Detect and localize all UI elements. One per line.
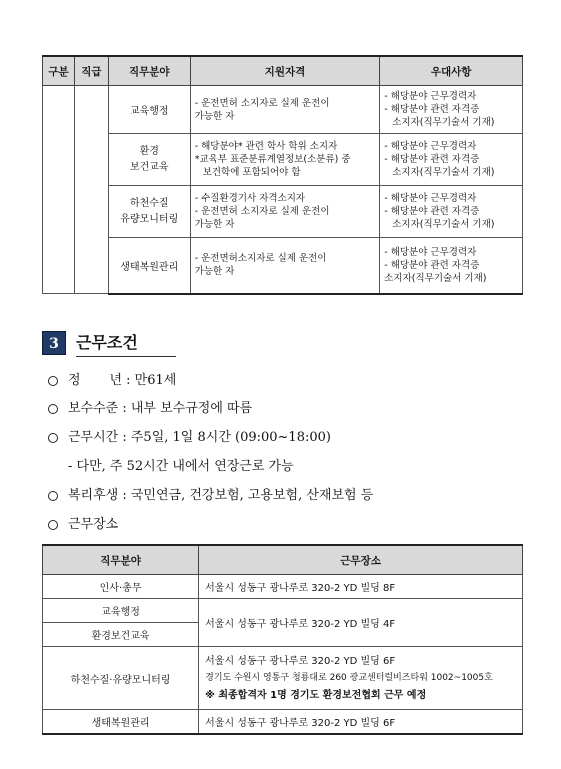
category-cell [43, 86, 75, 294]
field-cell: 하천수질 유량모니터링 [108, 186, 190, 238]
pref-line: - 해당분야 관련 자격증 [384, 154, 480, 165]
pref-line: - 해당분야 관련 자격증 [384, 206, 480, 217]
field-cell: 교육행정 [43, 599, 199, 623]
qualification-cell [190, 186, 380, 238]
table-row [43, 86, 523, 134]
qual-line: - 수질환경기사 자격소지자 [194, 193, 306, 204]
qual-line: - 운전면허 소지자로 실제 운전이 [194, 97, 330, 109]
table-header-row [43, 56, 523, 86]
header-qualification: 지원자격 [190, 56, 380, 86]
place-line: 경기도 수원시 영통구 청룡대로 260 광교센터럴비즈타워 1002~1005호 [205, 672, 493, 683]
pref-line: 소지자(직무기술서 기재) [392, 219, 495, 230]
table-row [43, 647, 523, 710]
place-cell: 서울시 성동구 광나루로 320-2 YD 빌딩 4F [199, 599, 523, 647]
pref-line: 소지자(직무기술서 기재) [392, 117, 495, 128]
header-category: 구분 [43, 56, 75, 86]
preference-cell [380, 186, 523, 238]
place-line: 서울시 성동구 광나루로 320-2 YD 빌딩 6F [205, 655, 396, 667]
workplace-table [42, 544, 523, 735]
list-item-benefits [48, 484, 373, 503]
list-item-retirement [48, 369, 176, 388]
qual-line: 가능한 자 [194, 266, 235, 278]
table-header-row [43, 545, 523, 575]
field-cell: 인사·총무 [43, 575, 199, 599]
qualification-cell [190, 86, 380, 134]
pref-line: - 해당분야 관련 자격증 [384, 104, 480, 115]
place-cell [199, 647, 523, 710]
circle-bullet-icon [48, 404, 58, 414]
list-item-hours [48, 426, 331, 445]
pref-line: - 해당분야 근무경력자 [384, 141, 477, 152]
list-item-workplace [48, 513, 118, 532]
qual-line: - 운전면허 소지자로 실제 운전이 [194, 206, 330, 217]
item-text: 근무장소 [68, 517, 119, 532]
header-field: 직무분야 [108, 56, 190, 86]
preference-cell [380, 238, 523, 294]
field-cell: 환경보건교육 [43, 623, 199, 647]
table-row [43, 186, 523, 238]
section-title: 근무조건 [76, 333, 138, 352]
item-text: 근무시간 : 주5일, 1일 8시간 (09:00~18:00) [68, 430, 331, 445]
item-text: 보수수준 : 내부 보수규정에 따름 [68, 401, 253, 416]
rank-cell [74, 86, 108, 294]
qualification-cell [190, 238, 380, 294]
pref-line: - 해당분야 근무경력자 [384, 246, 477, 258]
section-title-underline [76, 356, 176, 357]
item-text: 정 년 : 만61세 [68, 373, 177, 388]
qual-line: 가능한 자 [194, 219, 235, 230]
pref-line: - 해당분야 근무경력자 [384, 91, 477, 102]
list-item-salary [48, 397, 252, 416]
field-cell: 하천수질·유량모니터링 [43, 647, 199, 710]
header-rank: 직급 [74, 56, 108, 86]
table-row [43, 238, 523, 294]
field-cell: 생태복원관리 [108, 238, 190, 294]
qual-line: - 해당분야* 관련 학사 학위 소지자 [194, 141, 338, 152]
qual-line: - 운전면허소지자로 실제 운전이 [194, 253, 327, 265]
field-cell: 생태복원관리 [43, 710, 199, 735]
item-text: 복리후생 : 국민연금, 건강보험, 고용보험, 산재보험 등 [68, 488, 374, 503]
pref-line: 소지자(직무기술서 기재) [392, 167, 495, 178]
header-field: 직무분야 [43, 545, 199, 575]
circle-bullet-icon [48, 520, 58, 530]
header-place: 근무장소 [199, 545, 523, 575]
place-cell: 서울시 성동구 광나루로 320-2 YD 빌딩 6F [199, 710, 523, 735]
header-preference: 우대사항 [380, 56, 523, 86]
table-row [43, 575, 523, 599]
qual-line: 가능한 자 [194, 110, 235, 122]
preference-cell [380, 134, 523, 186]
table-row [43, 134, 523, 186]
circle-bullet-icon [48, 433, 58, 443]
qualification-cell [190, 134, 380, 186]
table-row [43, 599, 523, 623]
table-row [43, 710, 523, 735]
place-cell: 서울시 성동구 광나루로 320-2 YD 빌딩 8F [199, 575, 523, 599]
qual-line: 보건학에 포함되어야 함 [202, 167, 301, 178]
pref-line: 소지자(직무기술서 기재) [384, 272, 487, 284]
field-cell: 환경 보건교육 [108, 134, 190, 186]
list-subitem-overtime: - 다만, 주 52시간 내에서 연장근로 가능 [68, 459, 294, 474]
job-requirements-table [42, 55, 523, 295]
circle-bullet-icon [48, 376, 58, 386]
section-number-badge: 3 [42, 331, 66, 355]
place-note: ※ 최종합격자 1명 경기도 환경보전협회 근무 예정 [205, 689, 427, 701]
qual-line: *교육부 표준분류계열정보(소분류) 중 [194, 154, 351, 165]
pref-line: - 해당분야 관련 자격증 [384, 259, 480, 271]
preference-cell [380, 86, 523, 134]
circle-bullet-icon [48, 491, 58, 501]
pref-line: - 해당분야 근무경력자 [384, 193, 477, 204]
field-cell: 교육행정 [108, 86, 190, 134]
